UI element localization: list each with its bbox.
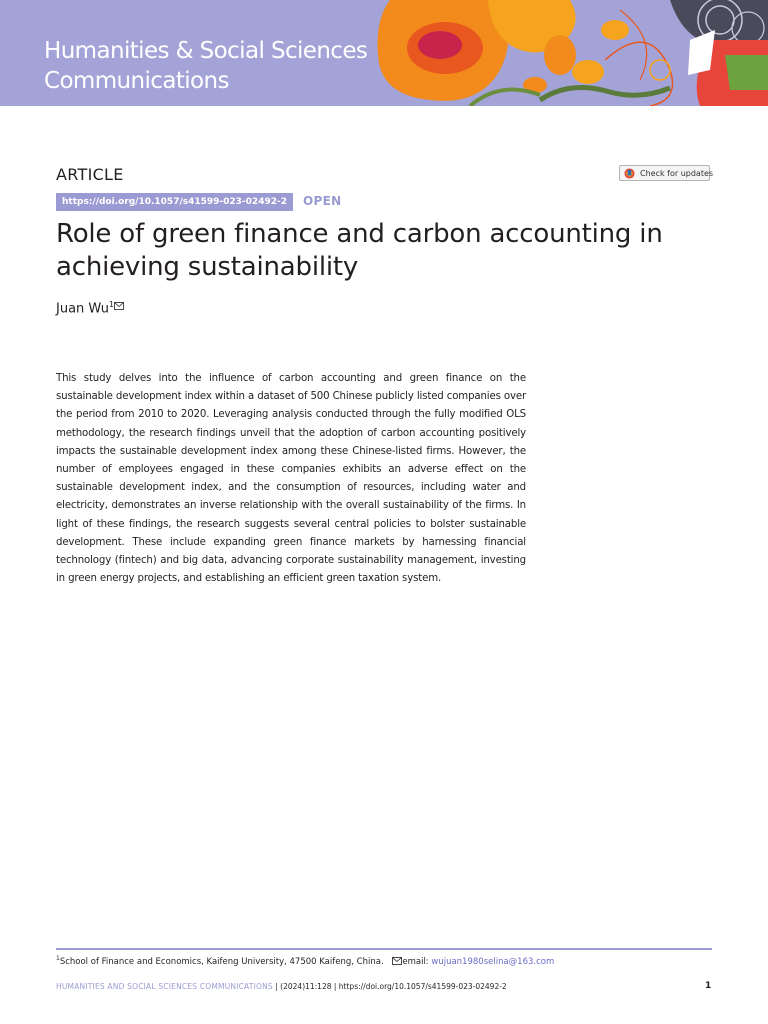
author-name[interactable]: Juan Wu: [56, 301, 110, 317]
abstract: This study delves into the influence of carbon accounting and green finance on the sustainable development index within a dataset of 500 Chinese publicly listed companies over the period from 2010 to 2020. Leveraging analysis conducted through the fully modified OLS methodology, the research findings unveil that the adoption of carbon accounting positively impacts the sustainable development index among these Chinese-listed firms. However, the number of employees engaged in these companies exhibits an adverse effect on the sustainable development index, and the consumption of resources, including water and electricity, demonstrates an inverse relationship with the overall sustainability of the firms. In light of these findings, the research suggests several central policies to bolster sustainable development. These include expanding green finance markets by harnessing financial technology (fintech) and big data, advancing corporate sustainability management, investing in green energy projects, and establishing an efficient green taxation system.: [56, 373, 526, 585]
doi-link-badge[interactable]: https://doi.org/10.1057/s41599-023-02492-2: [56, 193, 293, 211]
email-label: email:: [402, 956, 429, 967]
author-affiliation-mark: 1: [109, 300, 115, 309]
footnote-divider: [56, 948, 712, 950]
journal-banner: [0, 0, 768, 106]
footnote-mail-icon: [392, 957, 402, 965]
journal-title-line2: Communications: [44, 68, 229, 94]
author-line: [56, 300, 124, 316]
check-for-updates-button[interactable]: [619, 165, 714, 181]
affiliation-text: School of Finance and Economics, Kaifeng University, 47500 Kaifeng, China.: [59, 956, 384, 967]
check-updates-label: Check for updates: [640, 169, 714, 178]
footer-journal-name[interactable]: HUMANITIES AND SOCIAL SCIENCES COMMUNICATIONS: [56, 982, 273, 991]
footer-citation: | (2024)11:128 | https://doi.org/10.1057/s41599-023-02492-2: [275, 982, 507, 991]
footnote-affiliation-mark: 1: [56, 955, 60, 962]
page-number: 1: [705, 981, 712, 991]
open-access-label: OPEN: [303, 194, 342, 208]
article-type: ARTICLE: [56, 165, 124, 184]
mail-icon[interactable]: [114, 302, 124, 310]
check-updates-icon: [624, 168, 635, 179]
journal-title[interactable]: [44, 36, 367, 96]
author-email-link[interactable]: wujuan1980selina@163.com: [431, 956, 555, 967]
article-title: Role of green finance and carbon accounting in achieving sustainability: [56, 219, 663, 282]
page-footer: [56, 982, 507, 991]
journal-title-line1: Humanities & Social Sciences: [44, 38, 368, 64]
affiliation-footnote: [56, 955, 554, 967]
banner-artwork: [370, 0, 768, 106]
